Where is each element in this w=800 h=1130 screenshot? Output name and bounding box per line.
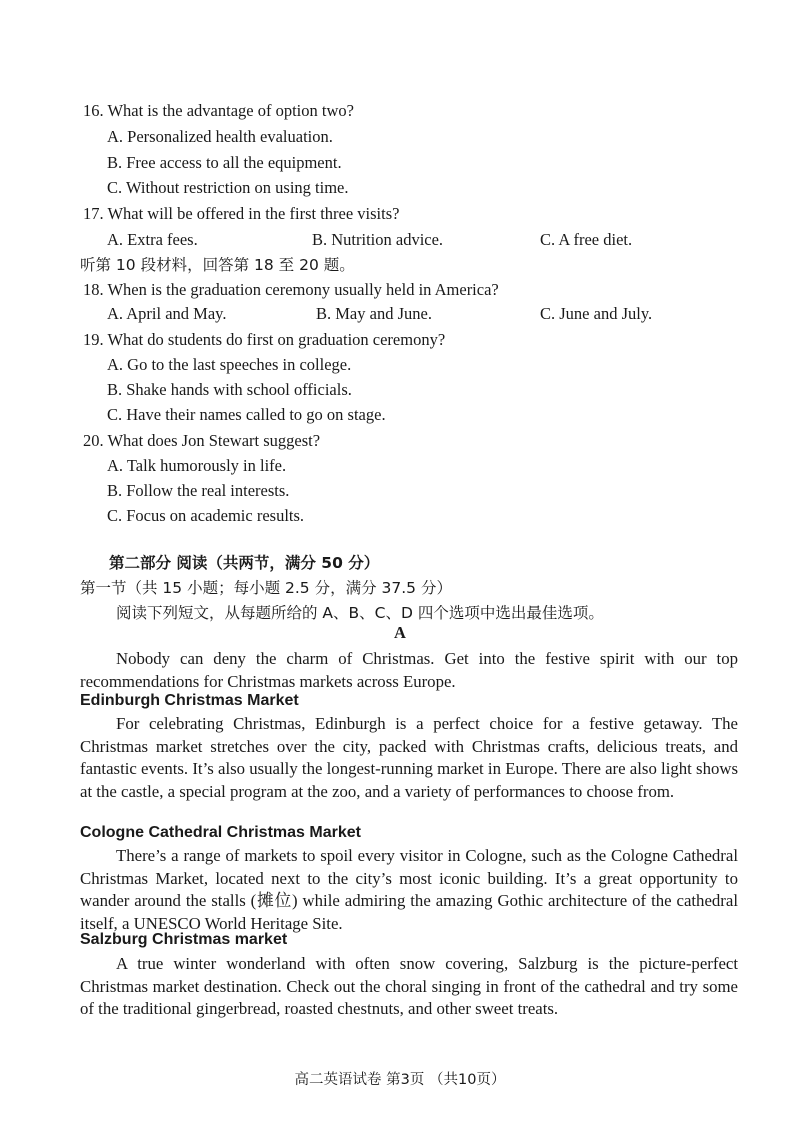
section-title: 第一节（共 15 小题；每小题 2.5 分，满分 37.5 分） xyxy=(80,579,452,597)
q20-option-b: B. Follow the real interests. xyxy=(107,481,290,500)
q19-option-b: B. Shake hands with school officials. xyxy=(107,380,352,399)
page-footer: 高二英语试卷 第3页 （共10页） xyxy=(294,1072,506,1088)
q16-option-a: A. Personalized health evaluation. xyxy=(107,127,333,146)
q20-option-a: A. Talk humorously in life. xyxy=(107,456,287,475)
q17-option-c: C. A free diet. xyxy=(540,230,633,249)
reading-instruction: 阅读下列短文，从每题所给的 A、B、C、D 四个选项中选出最佳选项。 xyxy=(116,604,604,622)
q16-option-c: C. Without restriction on using time. xyxy=(107,178,349,197)
q18-option-a: A. April and May. xyxy=(107,304,227,323)
market-text-salzburg: A true winter wonderland with often snow covering, Salzburg is the picture-perfect Christmas market destination. Check out the choral singing in front of the cathedral and try some of the traditional gingerbread, roasted chestnuts, and other sweet treats. xyxy=(80,954,738,1019)
market-text-edinburgh: For celebrating Christmas, Edinburgh is a perfect choice for a festive getaway. The Christmas market stretches over the city, packed with Christmas crafts, delicious treats, and fantastic events. It’s also usually the longest-running market in Europe. There are also light shows at the castle, a special program at the zoo, and a variety of performances to choose from. xyxy=(80,714,738,801)
q17-option-b: B. Nutrition advice. xyxy=(312,230,444,249)
question-19: 19. What do students do first on graduation ceremony? xyxy=(83,330,446,349)
q16-option-b: B. Free access to all the equipment. xyxy=(107,153,342,172)
q19-option-c: C. Have their names called to go on stage. xyxy=(107,405,386,424)
market-heading-salzburg: Salzburg Christmas market xyxy=(80,931,288,948)
q19-option-a: A. Go to the last speeches in college. xyxy=(107,355,352,374)
q20-option-c: C. Focus on academic results. xyxy=(107,506,305,525)
question-17: 17. What will be offered in the first three visits? xyxy=(83,204,400,223)
q18-option-c: C. June and July. xyxy=(540,304,653,323)
part-title: 第二部分 阅读（共两节，满分 50 分） xyxy=(109,554,380,572)
question-16: 16. What is the advantage of option two? xyxy=(83,101,354,120)
question-18: 18. When is the graduation ceremony usually held in America? xyxy=(83,280,499,299)
q18-option-b: B. May and June. xyxy=(316,304,432,323)
passage-intro: Nobody can deny the charm of Christmas. Get into the festive spirit with our top recommendations for Christmas markets across Europe. xyxy=(80,649,738,691)
market-text-cologne: There’s a range of markets to spoil every visitor in Cologne, such as the Cologne Cathedral Christmas Market, located next to the city’s most iconic building. It’s a great opportunity to wander around the stalls (摊位) while admiring the amazing Gothic architecture of the cathedral itself, a UNESCO World Heritage Site. xyxy=(80,846,738,933)
passage-letter: A xyxy=(394,623,406,642)
market-heading-cologne: Cologne Cathedral Christmas Market xyxy=(80,824,361,841)
q17-option-a: A. Extra fees. xyxy=(107,230,198,249)
question-20: 20. What does Jon Stewart suggest? xyxy=(83,431,321,450)
listening-instruction: 听第 10 段材料，回答第 18 至 20 题。 xyxy=(80,256,355,274)
market-heading-edinburgh: Edinburgh Christmas Market xyxy=(80,692,299,709)
